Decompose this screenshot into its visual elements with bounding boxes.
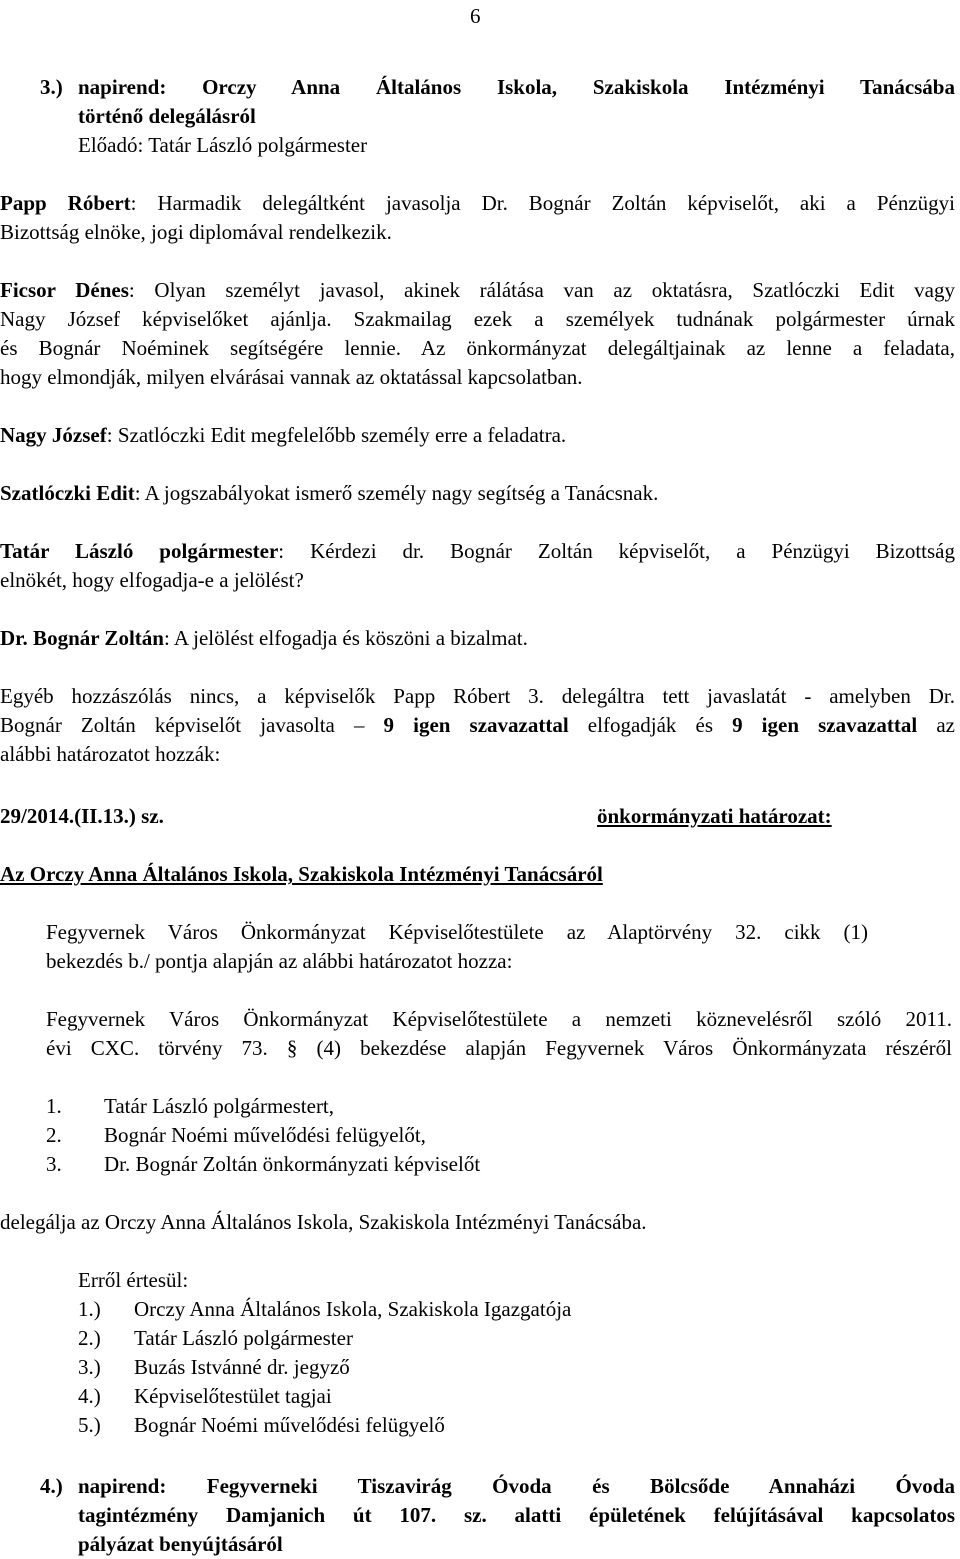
resolution-para1-line1: Fegyvernek Város Önkormányzat Képviselőtestülete az Alaptörvény 32. cikk (1)	[46, 920, 868, 944]
resolution-closing: delegálja az Orczy Anna Általános Iskola, Szakiskola Intézményi Tanácsába.	[0, 1210, 647, 1234]
paragraph-tatar-line1	[0, 537, 955, 566]
list-item: Buzás Istvánné dr. jegyző	[134, 1355, 350, 1379]
agenda-item-title-line1: napirend: Orczy Anna Általános Iskola, Szakiskola Intézményi Tanácsába	[78, 75, 955, 99]
paragraph-ficsor-line2: Nagy József képviselőket ajánlja. Szakmailag ezek a személyek tudnának polgármester úrnak	[0, 307, 955, 331]
list-item-number: 3.	[46, 1152, 62, 1176]
agenda-item-number: 4.)	[40, 1474, 63, 1498]
paragraph-ficsor-line1	[0, 276, 955, 305]
paragraph-text: : Olyan személyt javasol, akinek rálátása van az oktatásra, Szatlóczki Edit vagy	[128, 278, 955, 302]
vote-text: elfogadják és	[568, 713, 733, 737]
agenda-item-number: 3.)	[40, 75, 63, 99]
resolution-para2-line2: évi CXC. törvény 73. § (4) bekezdése alapján Fegyvernek Város Önkormányzata részéről	[46, 1036, 952, 1060]
agenda-item-title-line2: tagintézmény Damjanich út 107. sz. alatti épületének felújításával kapcsolatos	[78, 1503, 955, 1527]
paragraph-papp-line2: Bizottság elnöke, jogi diplomával rendelkezik.	[0, 220, 392, 244]
resolution-number: 29/2014.(II.13.) sz.	[0, 804, 164, 828]
list-item-number: 1.)	[78, 1297, 101, 1321]
paragraph-ficsor-line3: és Bognár Noéminek segítségére lennie. Az önkormányzat delegáltjainak az lenne a feladata,	[0, 336, 955, 360]
paragraph-vote-line3: alábbi határozatot hozzák:	[0, 742, 221, 766]
paragraph-bognar	[0, 624, 528, 653]
list-item-number: 1.	[46, 1094, 62, 1118]
speaker-name: Tatár László polgármester	[0, 539, 279, 563]
paragraph-text: : Szatlóczki Edit megfelelőbb személy erre a feladatra.	[106, 423, 567, 447]
speaker-name: Papp Róbert	[0, 191, 131, 215]
paragraph-vote-line2	[0, 711, 955, 740]
paragraph-text: : Harmadik delegáltként javasolja Dr. Bognár Zoltán képviselőt, aki a Pénzügyi	[130, 191, 955, 215]
list-item: Képviselőtestület tagjai	[134, 1384, 332, 1408]
speaker-name: Ficsor Dénes	[0, 278, 129, 302]
list-item: Dr. Bognár Zoltán önkormányzati képviselőt	[104, 1152, 481, 1176]
agenda-item-title-line3: pályázat benyújtásáról	[78, 1532, 283, 1556]
agenda-item-presenter: Előadó: Tatár László polgármester	[78, 133, 368, 157]
list-item-number: 2.)	[78, 1326, 101, 1350]
list-item-number: 4.)	[78, 1384, 101, 1408]
resolution-para2-line1: Fegyvernek Város Önkormányzat Képviselőtestülete a nemzeti köznevelésről szóló 2011.	[46, 1007, 952, 1031]
resolution-para1-line2: bekezdés b./ pontja alapján az alábbi határozatot hozza:	[46, 949, 513, 973]
list-item: Bognár Noémi művelődési felügyelő	[134, 1413, 445, 1437]
resolution-type: önkormányzati határozat:	[597, 804, 832, 828]
paragraph-papp-line1	[0, 189, 955, 218]
list-item: Orczy Anna Általános Iskola, Szakiskola Igazgatója	[134, 1297, 572, 1321]
paragraph-text: : A jogszabályokat ismerő személy nagy segítség a Tanácsnak.	[134, 481, 659, 505]
paragraph-tatar-line2: elnökét, hogy elfogadja-e a jelölést?	[0, 568, 304, 592]
agenda-item-title-line2: történő delegálásról	[78, 104, 256, 128]
vote-text: Bognár Zoltán képviselőt javasolta –	[0, 713, 384, 737]
notify-title: Erről értesül:	[78, 1268, 189, 1292]
list-item-number: 2.	[46, 1123, 62, 1147]
list-item: Tatár László polgármestert,	[104, 1094, 335, 1118]
vote-text: az	[917, 713, 955, 737]
list-item: Bognár Noémi művelődési felügyelőt,	[104, 1123, 426, 1147]
vote-count: 9 igen szavazattal	[732, 713, 918, 737]
agenda-item-title-line1: napirend: Fegyverneki Tiszavirág Óvoda és Bölcsőde Annaházi Óvoda	[78, 1474, 955, 1498]
speaker-name: Dr. Bognár Zoltán	[0, 626, 164, 650]
vote-count: 9 igen szavazattal	[383, 713, 569, 737]
page-number: 6	[470, 4, 481, 28]
paragraph-vote-line1: Egyéb hozzászólás nincs, a képviselők Papp Róbert 3. delegáltra tett javaslatát - amelyben Dr.	[0, 684, 955, 708]
resolution-title: Az Orczy Anna Általános Iskola, Szakiskola Intézményi Tanácsáról	[0, 862, 603, 886]
list-item: Tatár László polgármester	[134, 1326, 353, 1350]
list-item-number: 5.)	[78, 1413, 101, 1437]
paragraph-nagy	[0, 421, 566, 450]
paragraph-text: : Kérdezi dr. Bognár Zoltán képviselőt, a Pénzügyi Bizottság	[278, 539, 955, 563]
paragraph-szatloczki	[0, 479, 658, 508]
paragraph-text: : A jelölést elfogadja és köszöni a bizalmat.	[163, 626, 528, 650]
speaker-name: Nagy József	[0, 423, 107, 447]
speaker-name: Szatlóczki Edit	[0, 481, 135, 505]
paragraph-ficsor-line4: hogy elmondják, milyen elvárásai vannak az oktatással kapcsolatban.	[0, 365, 583, 389]
list-item-number: 3.)	[78, 1355, 101, 1379]
